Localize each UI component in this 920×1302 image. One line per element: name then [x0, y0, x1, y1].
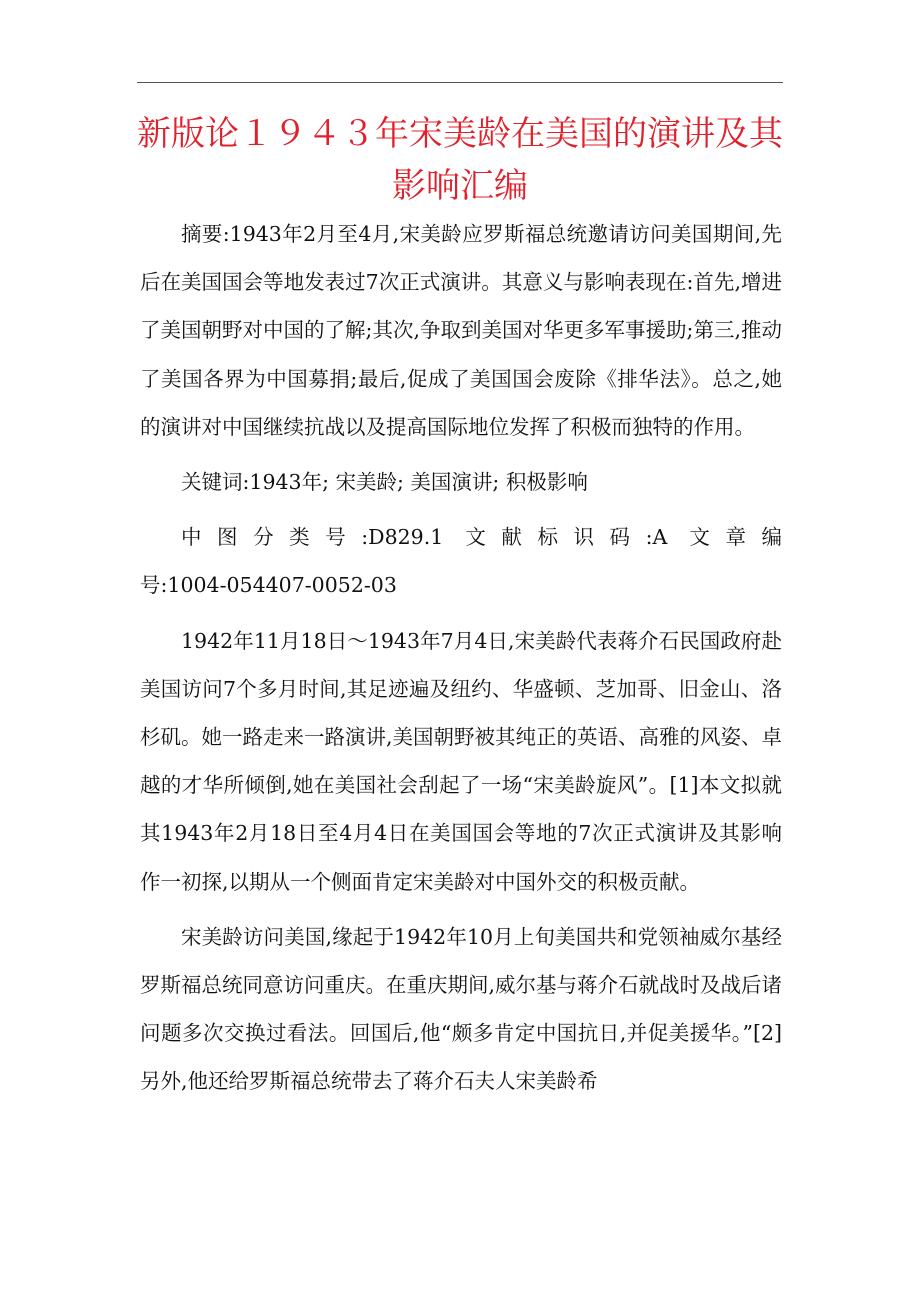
body-paragraph-2: 宋美龄访问美国,缘起于1942年10月上旬美国共和党领袖威尔基经罗斯福总统同意访问重庆。在重庆期间,威尔基与蒋介石就战时及战后诸问题多次交换过看法。回国后,他“颇多肯定中国抗日,并促美援华。”[2]另外,他还给罗斯福总统带去了蒋介石夫人宋美龄希: [140, 924, 783, 1094]
abstract-paragraph: 摘要:1943年2月至4月,宋美龄应罗斯福总统邀请访问美国期间,先后在美国国会等地发表过7次正式演讲。其意义与影响表现在:首先,增进了美国朝野对中国的了解;其次,争取到美国对华更多军事援助;第三,推动了美国各界为中国募捐;最后,促成了美国国会废除《排华法》。总之,她的演讲对中国继续抗战以及提高国际地位发挥了积极而独特的作用。: [140, 222, 782, 439]
classification-line: 中图分类号:D829.1 文献标识码:A 文章编: [181, 525, 782, 550]
paragraph-spacer: [140, 451, 782, 458]
keywords-line: 关键词:1943年; 宋美龄; 美国演讲; 积极影响: [181, 470, 588, 495]
header-rule: [137, 82, 783, 83]
paragraph-spacer: [140, 506, 782, 513]
article-number-line: 号:1004-054407-0052-03: [140, 573, 397, 598]
paragraph-spacer: [140, 906, 782, 913]
document-body: [140, 210, 782, 1106]
paragraph-spacer: [140, 610, 782, 617]
body-paragraph-1: 1942年11月18日～1943年7月4日,宋美龄代表蒋介石民国政府赴美国访问7个多月时间,其足迹遍及纽约、华盛顿、芝加哥、旧金山、洛杉矶。她一路走来一路演讲,美国朝野被其纯正的英语、高雅的风姿、卓越的才华所倾倒,她在美国社会刮起了一场“宋美龄旋风”。[1]本文拟就其1943年2月18日至4月4日在美国国会等地的7次正式演讲及其影响作一初探,以期从一个侧面肯定宋美龄对中国外交的积极贡献。: [140, 628, 783, 894]
document-title: 新版论１９４３年宋美龄在美国的演讲及其影响汇编: [137, 114, 783, 206]
